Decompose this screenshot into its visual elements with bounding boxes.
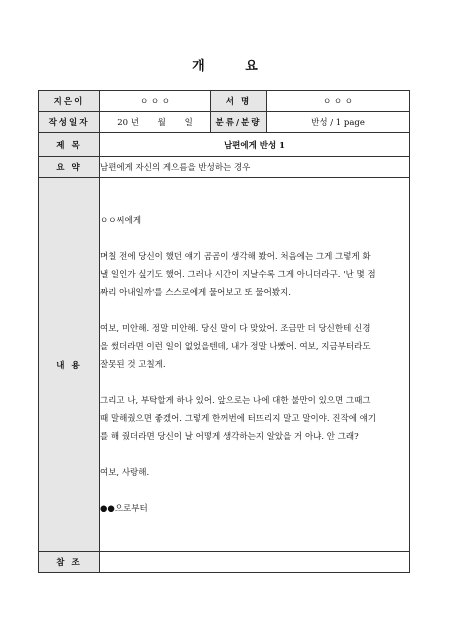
letter-paragraph-3-line-3: 를 해 줬더라면 당신이 날 어떻게 생각하는지 알았을 거 아냐. 안 그래? [100, 431, 359, 442]
letter-paragraph-2-line-2: 을 썼더라면 이런 일이 없었을텐데, 내가 정말 나빴어. 여보, 지금부터라도 [100, 341, 371, 352]
author-row [39, 91, 410, 112]
letter-paragraph-3-line-1: 그리고 나, 부탁할게 하나 있어. 앞으로는 나에 대한 불만이 있으면 그때그 [100, 395, 371, 406]
category-label: 분류/분량 [211, 112, 267, 133]
date-year: 20 년 [117, 118, 139, 128]
content-row [39, 178, 410, 552]
date-label: 작성일자 [39, 112, 100, 133]
page-title: 개 요 [192, 59, 276, 74]
author-value: ㅇ ㅇ ㅇ [100, 91, 211, 112]
date-value [100, 112, 211, 133]
summary-value: 남편에게 자신의 게으름을 반성하는 경우 [100, 157, 410, 178]
letter-closing: ●●으로부터 [100, 503, 148, 514]
summary-label: 요 약 [39, 157, 100, 178]
letter-paragraph-4: 여보, 사랑해. [100, 467, 150, 478]
letter-paragraph-1-line-3: 짜리 아내일까'를 스스로에게 물어보고 또 물어봤지. [100, 287, 291, 298]
author-label: 지은이 [39, 91, 100, 112]
signature-value: ㅇ ㅇ ㅇ [267, 91, 410, 112]
reference-value [100, 552, 410, 573]
letter-paragraph-2-line-1: 여보, 미안해. 정말 미안해. 당신 말이 다 맞았어. 조금만 더 당신한테 신경 [100, 323, 371, 334]
subject-label: 제 목 [39, 133, 100, 157]
summary-row [39, 157, 410, 178]
subject-value: 남편에게 반성 1 [100, 133, 410, 157]
subject-row [39, 133, 410, 157]
summary-form-table [38, 90, 410, 573]
date-day: 일 [184, 118, 193, 128]
content-body [100, 178, 410, 552]
date-row [39, 112, 410, 133]
letter-paragraph-1-line-2: 낼 일인가 싶기도 했어. 그러나 시간이 지날수록 그게 아니더라구. '난 몇 점 [100, 269, 376, 280]
letter-paragraph-2-line-3: 잘못된 것 고칠게. [100, 359, 166, 370]
reference-row [39, 552, 410, 573]
reference-label: 참 조 [39, 552, 100, 573]
content-label: 내 용 [39, 178, 100, 552]
category-value: 반성 / 1 page [267, 112, 410, 133]
letter-paragraph-1-line-1: 며칠 전에 당신이 했던 얘기 곰곰이 생각해 봤어. 처음에는 그게 그렇게 화 [100, 251, 371, 262]
signature-label: 서 명 [211, 91, 267, 112]
letter-greeting: ㅇㅇ씨에게 [100, 215, 142, 226]
letter-paragraph-3-line-2: 때 말해줬으면 좋겠어. 그렇게 한꺼번에 터뜨리지 말고 말이야. 진작에 얘기 [100, 413, 377, 424]
date-month: 월 [157, 118, 166, 128]
